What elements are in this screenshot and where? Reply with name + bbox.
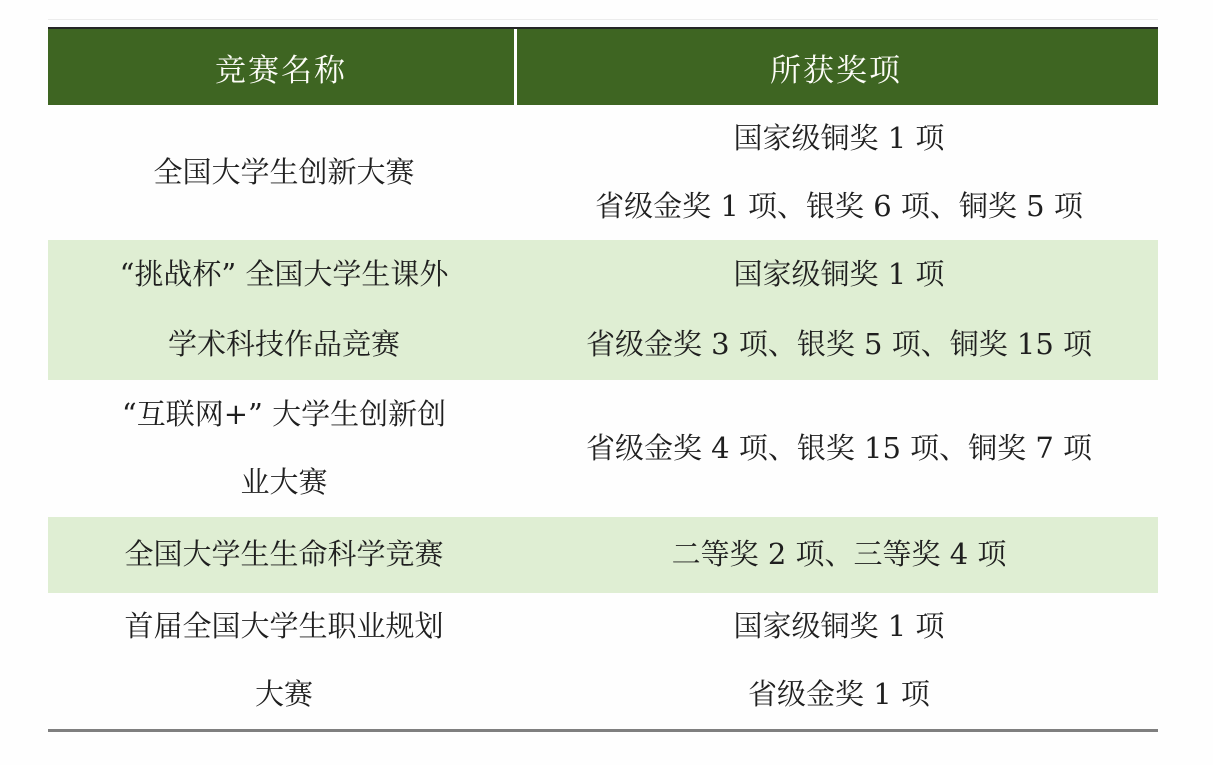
cell-line: “互联网+” 大学生创新创 [121, 396, 447, 431]
competition-cell [48, 240, 520, 380]
cell-line: 国家级铜奖 1 项 [733, 609, 945, 644]
cell-line: 学术科技作品竞赛 [167, 327, 400, 362]
table-row [48, 105, 1158, 240]
awards-cell [520, 240, 1158, 380]
awards-cell [520, 380, 1158, 517]
cell-line: 省级金奖 3 项、银奖 5 项、铜奖 15 项 [585, 327, 1093, 362]
competition-cell [48, 517, 520, 593]
cell-line: 全国大学生创新大赛 [153, 154, 415, 189]
header-competition-name: 竞赛名称 [48, 29, 517, 105]
header-awards: 所获奖项 [770, 52, 902, 89]
cell-line: 首届全国大学生职业规划 [124, 609, 444, 644]
awards-cell [520, 517, 1158, 593]
competition-cell [48, 380, 520, 517]
cell-line: 国家级铜奖 1 项 [733, 121, 945, 156]
table-row [48, 593, 1158, 729]
cell-line: 全国大学生生命科学竞赛 [124, 537, 444, 572]
cell-line: 业大赛 [240, 465, 328, 500]
cell-line: 国家级铜奖 1 项 [733, 257, 945, 292]
cell-line: “挑战杯” 全国大学生课外 [119, 257, 449, 292]
awards-cell [520, 105, 1158, 240]
page-edge-line [48, 19, 1158, 20]
table-row [48, 517, 1158, 593]
cell-line: 省级金奖 1 项 [748, 677, 930, 712]
competition-cell [48, 105, 520, 240]
awards-cell [520, 593, 1158, 729]
cell-line: 大赛 [254, 677, 313, 712]
competition-cell [48, 593, 520, 729]
table-row [48, 240, 1158, 380]
table-row [48, 380, 1158, 517]
competition-awards-table [48, 27, 1158, 732]
table-header-row [48, 29, 1158, 105]
cell-line: 省级金奖 4 项、银奖 15 项、铜奖 7 项 [585, 430, 1093, 465]
cell-line: 二等奖 2 项、三等奖 4 项 [671, 537, 1007, 572]
cell-line: 省级金奖 1 项、银奖 6 项、铜奖 5 项 [595, 188, 1083, 223]
